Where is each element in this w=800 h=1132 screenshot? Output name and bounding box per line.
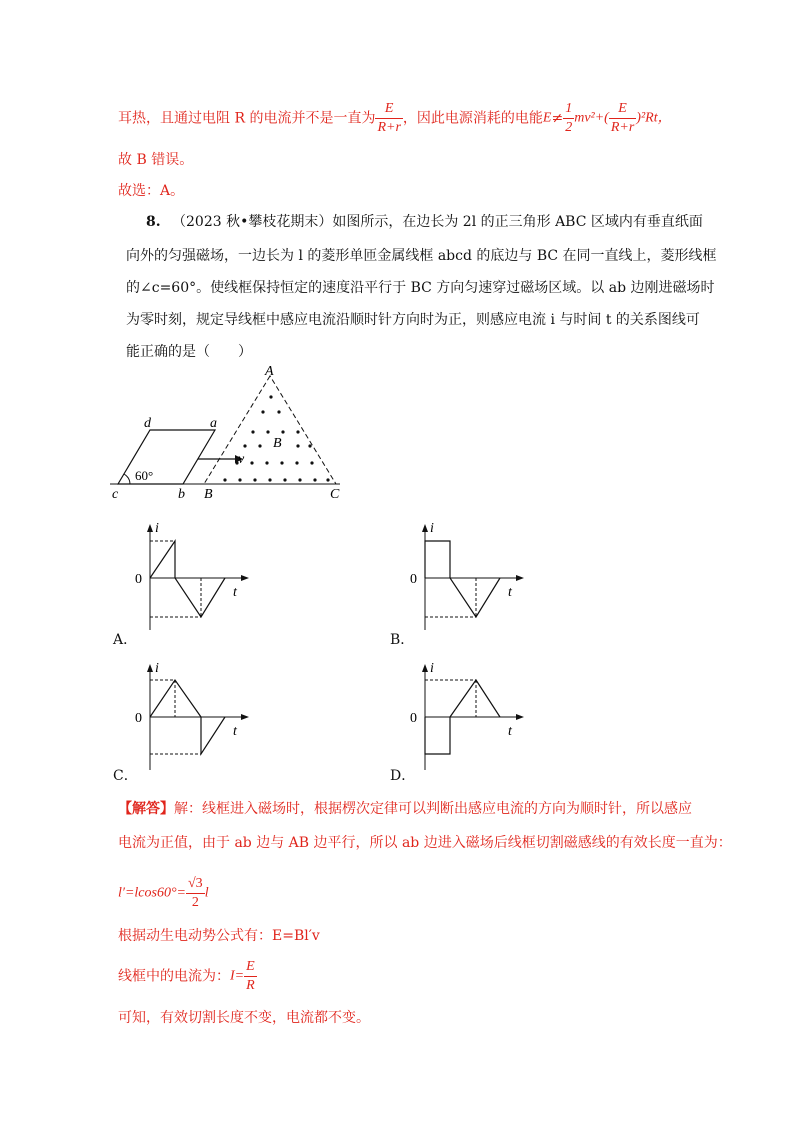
question-line4: 为零时刻，规定导线框中感应电流沿顺时针方向时为正，则感应电流 i 与时间 t 的关系图线可 [126, 312, 700, 328]
fraction-denominator: 2 [191, 895, 199, 910]
axis-i-label: i [155, 661, 159, 676]
axis-i-label: i [430, 661, 434, 676]
current-curve [150, 541, 225, 617]
fraction-half [563, 100, 574, 137]
not-equal-sign: ≠ [551, 110, 564, 127]
label-B: B [204, 487, 213, 502]
question-line5: 能正确的是（ ） [126, 344, 252, 360]
fraction-numerator: 1 [563, 100, 574, 119]
axis-t-label: t [233, 585, 237, 600]
label-C: C [330, 487, 340, 502]
axis-t-arrow [516, 714, 524, 720]
label-A: A [265, 364, 274, 379]
formula2-fraction [244, 958, 257, 995]
question-line1: （2023 秋•攀枝花期末）如图所示，在边长为 2l 的正三角形 ABC 区域内有垂直纸面 [172, 214, 703, 230]
axis-t-arrow [241, 714, 249, 720]
axis-t-arrow [241, 575, 249, 581]
solution-formula2 [118, 958, 257, 998]
fraction-numerator: E [609, 100, 636, 119]
label-c: c [112, 487, 119, 502]
solution-tag: 【解答】 [118, 801, 174, 817]
question-line2: 向外的匀强磁场，一边长为 l 的菱形单匝金属线框 abcd 的底边与 BC 在同一直线上，菱形线框 [126, 248, 717, 264]
axis-i-label: i [155, 521, 159, 536]
option-a-graph [125, 520, 255, 635]
rhombus-frame [118, 430, 215, 484]
solution-formula1 [118, 875, 209, 915]
axis-t-arrow [516, 575, 524, 581]
label-v: v [238, 452, 245, 467]
solution-line3: 根据动生电动势公式有：E=Bl′v [118, 928, 320, 944]
axis-t-label: t [508, 585, 512, 600]
axis-i-arrow [147, 664, 153, 672]
solution-line1 [118, 799, 692, 819]
fraction-denominator: R+r [377, 120, 401, 135]
prev-answer-line1-prefix: 耳热，且通过电阻 R 的电流并不是一直为 [118, 110, 376, 127]
solution-line2: 电流为正值，由于 ab 边与 AB 边平行，所以 ab 边进入磁场后线框切割磁感线的有效长度一直为： [118, 835, 732, 851]
axis-i-arrow [422, 664, 428, 672]
formula1-fraction [186, 875, 205, 912]
magnetic-field-figure [100, 360, 360, 505]
formula2-lhs: I= [230, 968, 245, 984]
formula1-lhs: l′=lcos60°= [118, 885, 186, 901]
origin-label: 0 [410, 711, 417, 726]
fraction-numerator: E [375, 100, 402, 119]
prev-answer-line2: 故 B 错误。 [118, 152, 194, 168]
solution-line5: 可知，有效切割长度不变，电流都不变。 [118, 1010, 370, 1026]
label-a: a [210, 416, 217, 431]
axis-i-arrow [147, 524, 153, 532]
axis-i-arrow [422, 524, 428, 532]
question-line3: 的∠c=60°。使线框保持恒定的速度沿平行于 BC 方向匀速穿过磁场区域。以 ab 边刚进磁场时 [126, 280, 715, 296]
paren-close-term: )²Rt， [636, 110, 672, 126]
option-d-label: D． [390, 768, 416, 784]
origin-label: 0 [135, 711, 142, 726]
option-c-graph [125, 660, 255, 775]
triangle-abc [204, 376, 336, 484]
axis-t-label: t [508, 724, 512, 739]
label-d: d [144, 416, 151, 431]
axis-i-label: i [430, 521, 434, 536]
angle-arc [124, 474, 130, 484]
axis-t-label: t [233, 724, 237, 739]
label-B-field: B [273, 436, 282, 451]
energy-symbol: E [542, 110, 552, 126]
fraction-numerator: √3 [186, 875, 205, 894]
label-angle: 60° [135, 468, 154, 483]
prev-answer-line1 [118, 100, 672, 140]
option-b-graph [400, 520, 530, 635]
fraction-e-over-r-plus-r-2 [609, 100, 636, 137]
question-number: 8. [146, 214, 161, 230]
label-b: b [178, 487, 185, 502]
option-d-graph [400, 660, 530, 775]
origin-label: 0 [135, 572, 142, 587]
formula1-tail: l [204, 885, 209, 901]
fraction-denominator: R [246, 978, 255, 993]
solution-line1-text: 解：线框进入磁场时，根据楞次定律可以判断出感应电流的方向为顺时针，所以感应 [174, 801, 692, 817]
option-b-label: B． [390, 632, 415, 648]
option-c-label: C． [113, 768, 138, 784]
current-curve [425, 541, 500, 617]
fraction-e-over-r-plus-r [375, 100, 402, 137]
option-a-label: A． [113, 632, 138, 648]
fraction-denominator: R+r [610, 120, 635, 135]
fraction-numerator: E [244, 958, 257, 977]
solution-line4-prefix: 线框中的电流为： [118, 968, 230, 985]
origin-label: 0 [410, 572, 417, 587]
prev-answer-line3: 故选：A。 [118, 183, 185, 199]
prev-answer-line1-middle: ，因此电源消耗的电能 [402, 110, 543, 127]
kinetic-term: mv²+( [574, 110, 609, 126]
fraction-denominator: 2 [565, 120, 573, 135]
